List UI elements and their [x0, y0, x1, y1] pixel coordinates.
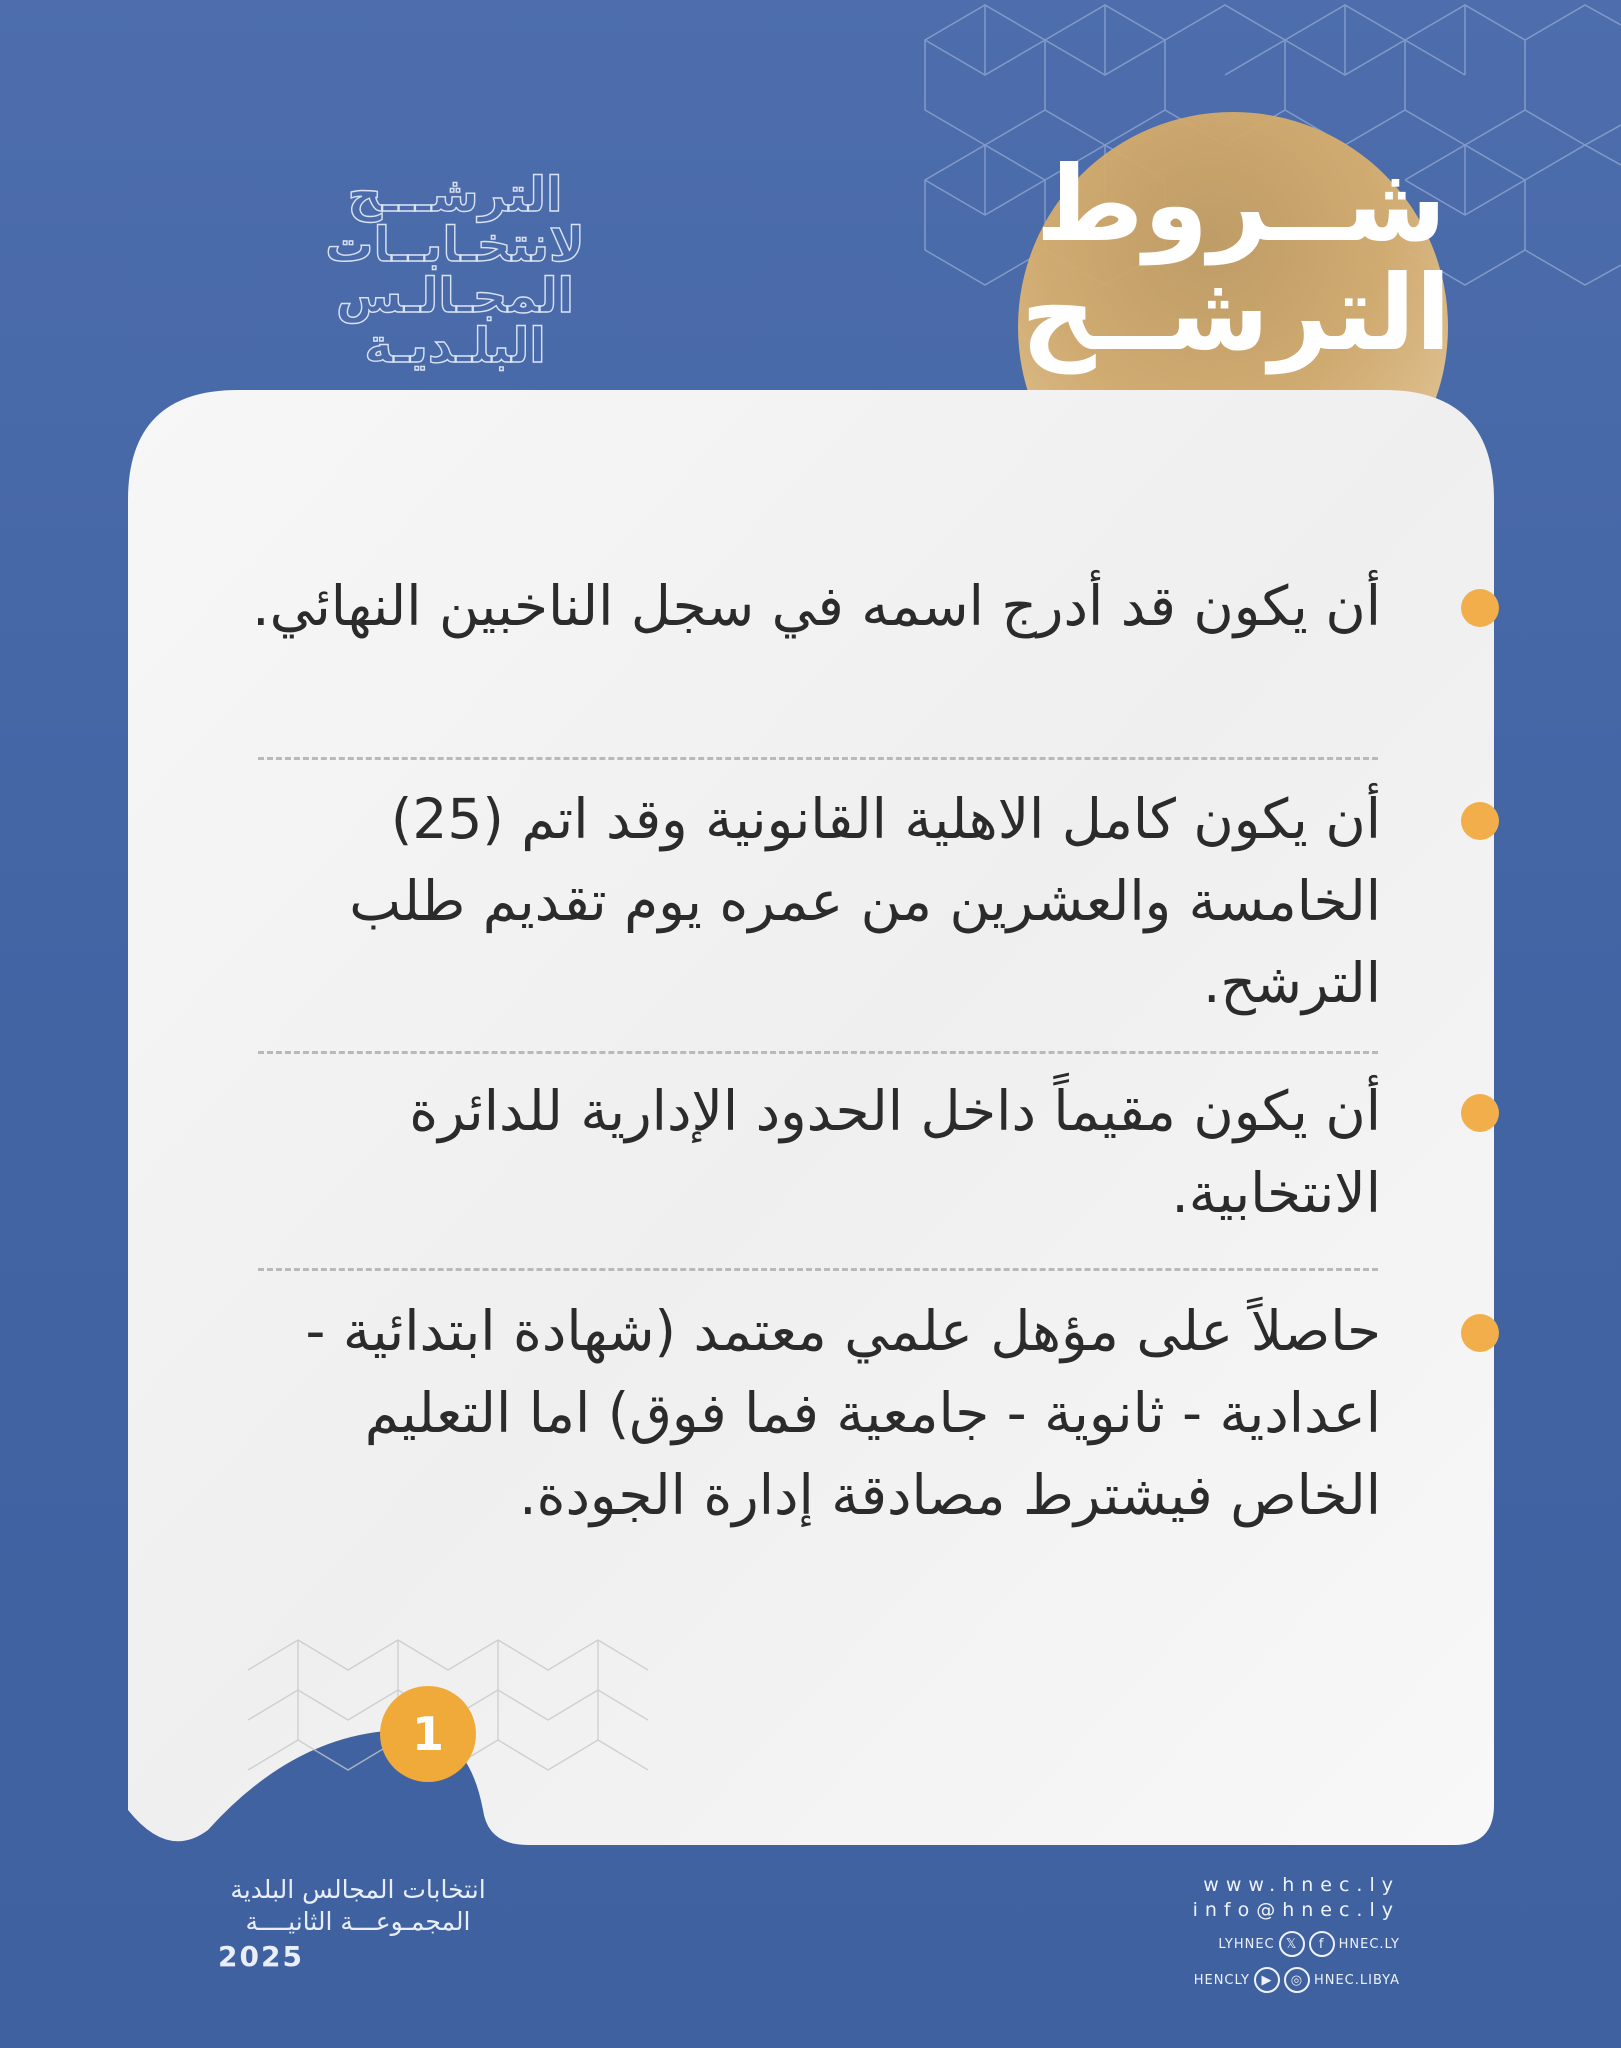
email-link[interactable]: info@hnec.ly: [1192, 1899, 1400, 1921]
title-line-1: شــروط: [1035, 143, 1447, 265]
page-number-badge: 1: [380, 1686, 476, 1782]
bullet-dot-icon: [1461, 1314, 1499, 1352]
x-icon[interactable]: 𝕏: [1279, 1931, 1305, 1957]
page-title: [1020, 143, 1451, 375]
logo-line-4: البلـديـة: [364, 318, 546, 375]
elections-logo: [230, 167, 680, 375]
bullet-dot-icon: [1461, 589, 1499, 627]
condition-text: أن يكون قد أدرج اسمه في سجل الناخبين النهائي.: [252, 574, 1381, 638]
x-handle[interactable]: LYHNEC: [1218, 1936, 1275, 1952]
condition-item: [201, 1290, 1381, 1536]
condition-item: [201, 1070, 1381, 1234]
instagram-icon[interactable]: ◎: [1284, 1967, 1310, 1993]
social-row-1: [1178, 1929, 1400, 1959]
social-row-2: [1178, 1965, 1400, 1995]
logo-line-3: المجـالـس: [336, 267, 574, 324]
youtube-icon[interactable]: ▶: [1254, 1967, 1280, 1993]
dashed-divider: [258, 1051, 1378, 1054]
campaign-label: [218, 1874, 498, 1973]
dashed-divider: [258, 1268, 1378, 1271]
campaign-line-2: المجمـوعـــة الثانيــــة: [245, 1907, 471, 1936]
youtube-handle[interactable]: HENCLY: [1193, 1972, 1250, 1988]
title-line-2: الترشــح: [1020, 252, 1451, 375]
instagram-handle[interactable]: HNEC.LIBYA: [1313, 1972, 1400, 1988]
condition-text: حاصلاً على مؤهل علمي معتمد (شهادة ابتدائية - اعدادية - ثانوية - جامعية فما فوق) اما التعليم الخاص فيشترط مصادقة إدارة الجودة.: [305, 1299, 1381, 1527]
condition-text: أن يكون مقيماً داخل الحدود الإدارية للدائرة الانتخابية.: [409, 1079, 1381, 1225]
condition-text: أن يكون كامل الاهلية القانونية وقد اتم (25) الخامسة والعشرين من عمره يوم تقديم طلب الترشح.: [349, 787, 1381, 1015]
facebook-icon[interactable]: f: [1309, 1931, 1335, 1957]
bullet-dot-icon: [1461, 802, 1499, 840]
facebook-handle[interactable]: HNEC.LY: [1338, 1936, 1400, 1952]
condition-item: [201, 778, 1381, 1024]
condition-item: [201, 565, 1381, 647]
website-link[interactable]: www.hnec.ly: [1203, 1874, 1400, 1896]
dashed-divider: [258, 757, 1378, 760]
campaign-line-1: انتخابات المجالس البلدية: [230, 1875, 486, 1904]
campaign-year: 2025: [218, 1940, 304, 1973]
contact-info: [1178, 1873, 1400, 1995]
logo-line-1: الترشـــح: [347, 167, 563, 223]
bullet-dot-icon: [1461, 1094, 1499, 1132]
logo-line-2: لانتخـابــات: [325, 217, 585, 274]
